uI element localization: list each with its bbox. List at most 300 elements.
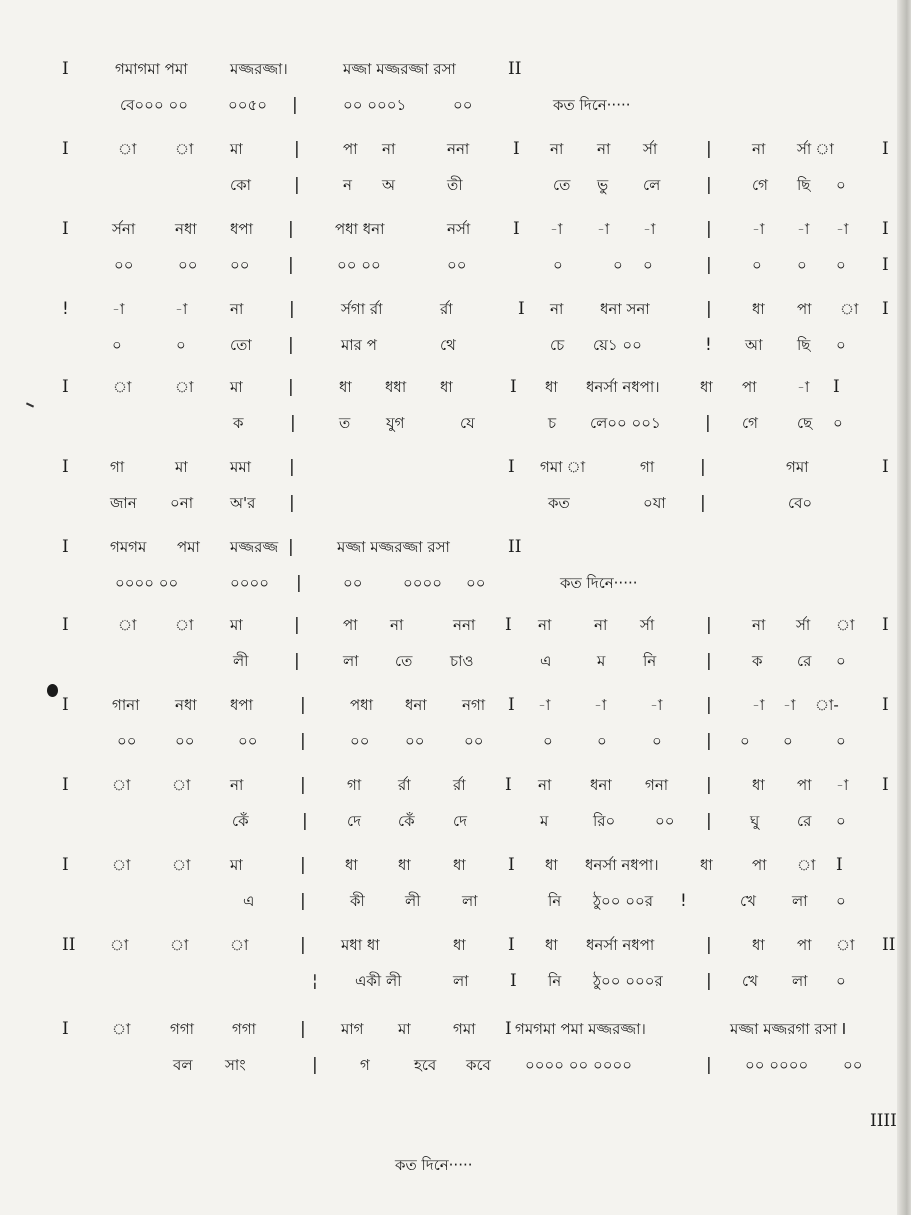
bar-line: I bbox=[62, 139, 69, 159]
notation-cell: ধা bbox=[345, 856, 358, 874]
notation-cell: লা bbox=[343, 652, 359, 670]
notation-cell: -া bbox=[643, 220, 656, 238]
notation-cell: কেঁ bbox=[398, 812, 415, 830]
notation-cell: ধনর্সা নধপা। bbox=[586, 378, 660, 396]
bar-line: | bbox=[706, 651, 712, 671]
notation-cell: -া bbox=[597, 220, 610, 238]
notation-cell: -া bbox=[650, 696, 663, 714]
notation-cell: গা bbox=[110, 458, 125, 476]
notation-row bbox=[0, 608, 911, 642]
notation-row bbox=[0, 52, 911, 86]
notation-cell: ০০০০ ০০ bbox=[115, 574, 179, 592]
bar-line: II bbox=[62, 935, 76, 955]
notation-cell: নি bbox=[548, 972, 562, 990]
notation-cell: ০০ bbox=[405, 732, 425, 750]
notation-cell: া bbox=[118, 616, 137, 634]
notation-cell: না bbox=[550, 300, 564, 318]
notation-cell: না bbox=[594, 616, 608, 634]
notation-cell: মা bbox=[230, 378, 243, 396]
notation-cell: গগা bbox=[170, 1020, 195, 1038]
notation-cell: ০ bbox=[176, 336, 186, 354]
notation-cell: অ'র bbox=[230, 494, 256, 512]
notation-cell: নি bbox=[548, 892, 562, 910]
notation-cell: ননা bbox=[453, 616, 476, 634]
notation-row bbox=[0, 486, 911, 520]
notation-cell: ০ bbox=[597, 732, 607, 750]
bar-line: IIII bbox=[870, 1111, 897, 1131]
notation-cell: গমগমা পমা মজ্জরজ্জা। bbox=[515, 1020, 646, 1038]
bar-line: ! bbox=[680, 891, 687, 911]
bar-line: I bbox=[836, 855, 843, 875]
bar-line: II bbox=[508, 59, 522, 79]
notation-cell: া bbox=[170, 936, 189, 954]
notation-cell: আ bbox=[745, 336, 763, 354]
bar-line: I bbox=[882, 219, 889, 239]
notation-cell: -া bbox=[550, 220, 563, 238]
notation-cell: ক bbox=[752, 652, 763, 670]
notation-cell: গা bbox=[347, 776, 362, 794]
notation-row bbox=[0, 964, 911, 998]
notation-cell: -া bbox=[836, 776, 849, 794]
notation-cell: মা bbox=[230, 856, 243, 874]
notation-cell: রে bbox=[797, 812, 812, 830]
bar-line: I bbox=[882, 695, 889, 715]
notation-cell: চ bbox=[548, 414, 557, 432]
notation-cell: মাগ bbox=[341, 1020, 364, 1038]
notation-cell: ধনা সনা bbox=[600, 300, 650, 318]
bar-line: I bbox=[62, 1019, 69, 1039]
notation-cell: ০০ ০০০১ bbox=[343, 96, 407, 114]
notation-cell: র্রা bbox=[398, 776, 411, 794]
bar-line: I bbox=[882, 299, 889, 319]
notation-cell: র্সা bbox=[796, 616, 811, 634]
notation-cell: র্সা া bbox=[797, 140, 834, 158]
notation-cell: া bbox=[175, 140, 194, 158]
notation-row bbox=[0, 724, 911, 758]
notation-cell: া bbox=[112, 856, 131, 874]
ink-blot bbox=[47, 684, 58, 697]
notation-cell: লা bbox=[453, 972, 469, 990]
bar-line: I bbox=[508, 695, 515, 715]
notation-cell: কো bbox=[230, 176, 251, 194]
notation-cell: -া bbox=[783, 696, 796, 714]
notation-cell: া bbox=[836, 936, 855, 954]
notation-cell: বে০০০ ০০ bbox=[120, 96, 188, 114]
footer-text: কত দিনে····· bbox=[395, 1156, 473, 1174]
notation-cell: ০ bbox=[836, 732, 846, 750]
notation-cell: গ bbox=[360, 1056, 370, 1074]
notation-cell: ০০ bbox=[447, 256, 467, 274]
bar-line: I bbox=[62, 615, 69, 635]
notation-row bbox=[0, 1012, 911, 1046]
notation-row bbox=[0, 1048, 911, 1082]
notation-cell: নি bbox=[643, 652, 657, 670]
bar-line: | bbox=[706, 775, 712, 795]
bar-line: | bbox=[289, 493, 295, 513]
notation-cell: মজ্জা মজ্জরজ্জা রসা bbox=[337, 538, 450, 556]
bar-line: | bbox=[700, 493, 706, 513]
notation-cell: ননা bbox=[447, 140, 470, 158]
notation-cell: র্সনা bbox=[112, 220, 136, 238]
notation-cell: ধনা bbox=[405, 696, 427, 714]
bar-line: II bbox=[882, 935, 896, 955]
notation-cell: ০০ bbox=[117, 732, 137, 750]
notation-cell: গমা bbox=[453, 1020, 476, 1038]
notation-cell: া- bbox=[815, 696, 839, 714]
notation-cell: ০ bbox=[783, 732, 793, 750]
notation-row bbox=[0, 168, 911, 202]
notation-cell: ০০ bbox=[464, 732, 484, 750]
notation-cell: া bbox=[118, 140, 137, 158]
notation-cell: া bbox=[112, 1020, 131, 1038]
bar-line: I bbox=[510, 971, 517, 991]
notation-cell: পা bbox=[742, 378, 757, 396]
bar-line: I bbox=[508, 457, 515, 477]
notation-cell: ০ bbox=[112, 336, 122, 354]
notation-cell: তো bbox=[230, 336, 252, 354]
notation-cell: পা bbox=[797, 300, 812, 318]
notation-cell: া bbox=[113, 378, 132, 396]
notation-cell: বে০ bbox=[788, 494, 813, 512]
notation-cell: তে bbox=[395, 652, 413, 670]
notation-cell: এ bbox=[243, 892, 255, 910]
notation-cell: া bbox=[172, 856, 191, 874]
notation-row bbox=[0, 370, 911, 404]
notation-row bbox=[0, 248, 911, 282]
notation-cell: লী bbox=[405, 892, 421, 910]
notation-cell: মজ্জরজ্জ bbox=[230, 538, 279, 556]
bar-line: | bbox=[300, 695, 306, 715]
bar-line: | bbox=[706, 255, 712, 275]
notation-cell: পধা ধনা bbox=[335, 220, 385, 238]
notation-cell: কবে bbox=[466, 1056, 491, 1074]
notation-cell: ঠু০০ ০০০র bbox=[593, 972, 663, 990]
notation-cell: -া bbox=[112, 300, 125, 318]
bar-line: I bbox=[518, 299, 525, 319]
notation-cell: পা bbox=[797, 936, 812, 954]
bar-line: | bbox=[706, 139, 712, 159]
notation-cell: তে bbox=[553, 176, 571, 194]
notation-cell: -া bbox=[797, 220, 810, 238]
notation-cell: ০০ bbox=[238, 732, 258, 750]
notation-cell: া bbox=[836, 616, 855, 634]
notation-cell: ধনর্সা নধপা bbox=[586, 936, 655, 954]
bar-line: | bbox=[290, 413, 296, 433]
notation-row bbox=[0, 768, 911, 802]
notation-cell: ০ bbox=[836, 652, 846, 670]
bar-line: | bbox=[294, 615, 300, 635]
notation-cell: ০০ bbox=[466, 574, 486, 592]
notation-cell: া bbox=[797, 856, 816, 874]
notation-cell: -া bbox=[752, 220, 765, 238]
notation-cell: ০ bbox=[613, 256, 623, 274]
notation-row bbox=[0, 406, 911, 440]
notation-row bbox=[0, 132, 911, 166]
notation-cell: ০০ bbox=[453, 96, 473, 114]
notation-cell: ০ bbox=[836, 892, 846, 910]
notation-cell: চাও bbox=[450, 652, 474, 670]
notation-cell: গানা bbox=[112, 696, 140, 714]
notation-cell: মা bbox=[398, 1020, 411, 1038]
bar-line: I bbox=[510, 377, 517, 397]
notation-cell: ০ bbox=[652, 732, 662, 750]
notation-cell: না bbox=[597, 140, 611, 158]
notation-cell: বল bbox=[173, 1056, 193, 1074]
notation-cell: না bbox=[390, 616, 404, 634]
bar-line: | bbox=[288, 377, 294, 397]
notation-cell: ম bbox=[540, 812, 549, 830]
notation-cell: ধা bbox=[752, 300, 765, 318]
notation-row bbox=[0, 644, 911, 678]
notation-cell: ০ bbox=[836, 972, 846, 990]
notation-cell: ০ bbox=[833, 414, 843, 432]
notation-cell: ধা bbox=[545, 378, 558, 396]
bar-line: I bbox=[508, 855, 515, 875]
bar-line: I bbox=[508, 935, 515, 955]
notation-cell: লে bbox=[643, 176, 661, 194]
notation-cell: ০ bbox=[836, 176, 846, 194]
notation-row bbox=[0, 450, 911, 484]
notation-cell: র্রা bbox=[453, 776, 466, 794]
bar-line: I bbox=[513, 219, 520, 239]
notation-cell: ০০০০ ০০ ০০০০ bbox=[525, 1056, 633, 1074]
bar-line: | bbox=[706, 971, 712, 991]
notation-cell: ত bbox=[339, 414, 351, 432]
bar-line: I bbox=[62, 219, 69, 239]
notation-cell: চে bbox=[550, 336, 565, 354]
notation-cell: -া bbox=[538, 696, 551, 714]
bar-line: | bbox=[312, 1055, 318, 1075]
notation-cell: ০০ bbox=[343, 574, 363, 592]
notation-row bbox=[0, 884, 911, 918]
notation-row bbox=[0, 530, 911, 564]
notation-cell: পা bbox=[343, 140, 358, 158]
notation-cell: ০ bbox=[752, 256, 762, 274]
notation-cell: ০০ bbox=[350, 732, 370, 750]
bar-line: | bbox=[300, 855, 306, 875]
notation-row bbox=[0, 328, 911, 362]
notation-cell: খে bbox=[742, 972, 758, 990]
notation-row bbox=[0, 566, 911, 600]
notation-cell: মধা ধা bbox=[341, 936, 380, 954]
notation-cell: দে bbox=[453, 812, 467, 830]
notation-cell: না bbox=[752, 616, 766, 634]
notation-cell: না bbox=[230, 300, 244, 318]
notation-cell: মা bbox=[175, 458, 188, 476]
bar-line: | bbox=[706, 299, 712, 319]
notation-cell: ০০ bbox=[230, 256, 250, 274]
notation-cell: -া bbox=[797, 378, 810, 396]
notation-cell: -া bbox=[836, 220, 849, 238]
bar-line: | bbox=[288, 219, 294, 239]
notation-cell: ০০ ০০ bbox=[337, 256, 381, 274]
notation-cell: ০ bbox=[797, 256, 807, 274]
bar-line: | bbox=[706, 1055, 712, 1075]
notation-cell: মজ্জরজ্জা। bbox=[230, 60, 288, 78]
bar-line: | bbox=[288, 335, 294, 355]
notation-cell: গে bbox=[742, 414, 758, 432]
bar-line: I bbox=[882, 457, 889, 477]
notation-cell: ধা bbox=[752, 936, 765, 954]
notation-cell: নধা bbox=[175, 696, 197, 714]
notation-cell: া bbox=[110, 936, 129, 954]
bar-line: ! bbox=[705, 335, 712, 355]
notation-cell: ধা bbox=[545, 936, 558, 954]
bar-line: | bbox=[300, 775, 306, 795]
notation-cell: -া bbox=[752, 696, 765, 714]
notation-cell: র্সা bbox=[643, 140, 658, 158]
notation-cell: একী লী bbox=[355, 972, 402, 990]
bar-line: | bbox=[302, 811, 308, 831]
bar-line: | bbox=[300, 731, 306, 751]
notation-cell: না bbox=[230, 776, 244, 794]
bar-line: I bbox=[882, 255, 889, 275]
notation-cell: মজ্জা মজ্জরজ্জা রসা bbox=[343, 60, 456, 78]
notation-cell: ০০ bbox=[178, 256, 198, 274]
notation-cell: অ bbox=[382, 176, 395, 194]
notation-cell: থে bbox=[440, 336, 456, 354]
bar-line: I bbox=[62, 695, 69, 715]
bar-line: II bbox=[508, 537, 522, 557]
bar-line: | bbox=[294, 175, 300, 195]
bar-line: | bbox=[706, 175, 712, 195]
notation-cell: ০যা bbox=[643, 494, 666, 512]
notation-cell: ধনা bbox=[590, 776, 612, 794]
bar-line: I bbox=[882, 615, 889, 635]
bar-line: | bbox=[294, 651, 300, 671]
notation-cell: ০০ ০০০০ bbox=[745, 1056, 809, 1074]
bar-line: | bbox=[300, 1019, 306, 1039]
notation-cell: পা bbox=[752, 856, 767, 874]
notation-cell: না bbox=[382, 140, 396, 158]
notation-cell: া bbox=[172, 776, 191, 794]
notation-cell: জান bbox=[110, 494, 137, 512]
notation-row bbox=[0, 88, 911, 122]
bar-line: I bbox=[505, 1019, 512, 1039]
notation-cell: ভু bbox=[597, 176, 609, 194]
notation-cell: ধা bbox=[398, 856, 411, 874]
notation-cell: কেঁ bbox=[232, 812, 249, 830]
notation-cell: দে bbox=[347, 812, 361, 830]
notation-cell: গমা া bbox=[540, 458, 586, 476]
bar-line: I bbox=[62, 457, 69, 477]
bar-line: ! bbox=[62, 299, 69, 319]
notation-cell: ০০ bbox=[843, 1056, 863, 1074]
notation-cell: পা bbox=[797, 776, 812, 794]
notation-cell: য়ে১ ০০ bbox=[593, 336, 642, 354]
notation-cell: ম bbox=[597, 652, 606, 670]
notation-cell: ০ bbox=[836, 336, 846, 354]
bar-line: I bbox=[505, 775, 512, 795]
bar-line: I bbox=[882, 139, 889, 159]
notation-cell: তী bbox=[447, 176, 463, 194]
bar-line: | bbox=[706, 935, 712, 955]
notation-cell: মমা bbox=[230, 458, 252, 476]
bar-line: | bbox=[300, 891, 306, 911]
notation-cell: ধা bbox=[440, 378, 453, 396]
notation-cell: ০০ bbox=[114, 256, 134, 274]
notation-cell: পা bbox=[343, 616, 358, 634]
bar-line: I bbox=[62, 537, 69, 557]
notation-cell: ০০ bbox=[655, 812, 675, 830]
bar-line: | bbox=[706, 695, 712, 715]
notation-cell: গমগম bbox=[110, 538, 147, 556]
notation-cell: লা bbox=[792, 892, 808, 910]
notation-cell: -া bbox=[175, 300, 188, 318]
notation-cell: র্সগা র্রা bbox=[341, 300, 383, 318]
bar-line: | bbox=[705, 413, 711, 433]
notation-cell: ০০০০ bbox=[403, 574, 443, 592]
notation-cell: র্রা bbox=[440, 300, 453, 318]
bar-line: | bbox=[289, 299, 295, 319]
bar-line: I bbox=[62, 59, 69, 79]
notation-cell: কত bbox=[548, 494, 570, 512]
notation-cell: হবে bbox=[414, 1056, 437, 1074]
notation-cell: ছি bbox=[797, 176, 811, 194]
bar-line: I bbox=[833, 377, 840, 397]
notation-cell: গে bbox=[752, 176, 768, 194]
notation-row bbox=[0, 848, 911, 882]
bar-line: | bbox=[296, 573, 302, 593]
notation-cell: র্সা bbox=[640, 616, 655, 634]
notation-cell: ০না bbox=[170, 494, 194, 512]
bar-line: | bbox=[706, 811, 712, 831]
bar-line: I bbox=[513, 139, 520, 159]
notation-cell: ০ bbox=[643, 256, 653, 274]
notation-cell: লা bbox=[462, 892, 478, 910]
notation-cell: া bbox=[175, 378, 194, 396]
notation-cell: া bbox=[175, 616, 194, 634]
notation-cell: না bbox=[538, 616, 552, 634]
notation-cell: া bbox=[112, 776, 131, 794]
notation-cell: লা bbox=[792, 972, 808, 990]
notation-cell: ধা bbox=[752, 776, 765, 794]
notation-cell: গমা bbox=[786, 458, 809, 476]
notation-cell: ধনর্সা নধপা। bbox=[585, 856, 659, 874]
notation-cell: মা bbox=[230, 616, 243, 634]
bar-line: I bbox=[505, 615, 512, 635]
notation-cell: কী bbox=[350, 892, 365, 910]
notation-cell: -া bbox=[594, 696, 607, 714]
notation-cell: ০ bbox=[553, 256, 563, 274]
notation-cell: ০০ bbox=[175, 732, 195, 750]
notation-cell: পমা bbox=[177, 538, 200, 556]
notation-cell: ছে bbox=[797, 414, 813, 432]
bar-line: | bbox=[706, 731, 712, 751]
notation-cell: ধধা bbox=[385, 378, 407, 396]
bar-line: | bbox=[288, 537, 294, 557]
notation-cell: ০০৫০ bbox=[228, 96, 267, 114]
bar-line: | bbox=[294, 139, 300, 159]
bar-line: ¦ bbox=[312, 971, 318, 991]
notation-cell: ধা bbox=[545, 856, 558, 874]
notation-cell: ধা bbox=[339, 378, 352, 396]
notation-row bbox=[0, 212, 911, 246]
notation-cell: গমাগমা পমা bbox=[115, 60, 188, 78]
notation-cell: ধা bbox=[453, 936, 466, 954]
notation-cell: ঠু০০ ০০র bbox=[593, 892, 654, 910]
bar-line: I bbox=[62, 775, 69, 795]
notation-cell: না bbox=[550, 140, 564, 158]
notation-cell: ন bbox=[343, 176, 352, 194]
notation-cell: মা bbox=[230, 140, 243, 158]
notation-cell: ধা bbox=[700, 856, 713, 874]
notation-cell: রি০ bbox=[593, 812, 616, 830]
notation-cell: গা bbox=[640, 458, 655, 476]
notation-cell: লে০০ ০০১ bbox=[590, 414, 661, 432]
bar-line: | bbox=[289, 457, 295, 477]
notation-cell: পধা bbox=[350, 696, 373, 714]
